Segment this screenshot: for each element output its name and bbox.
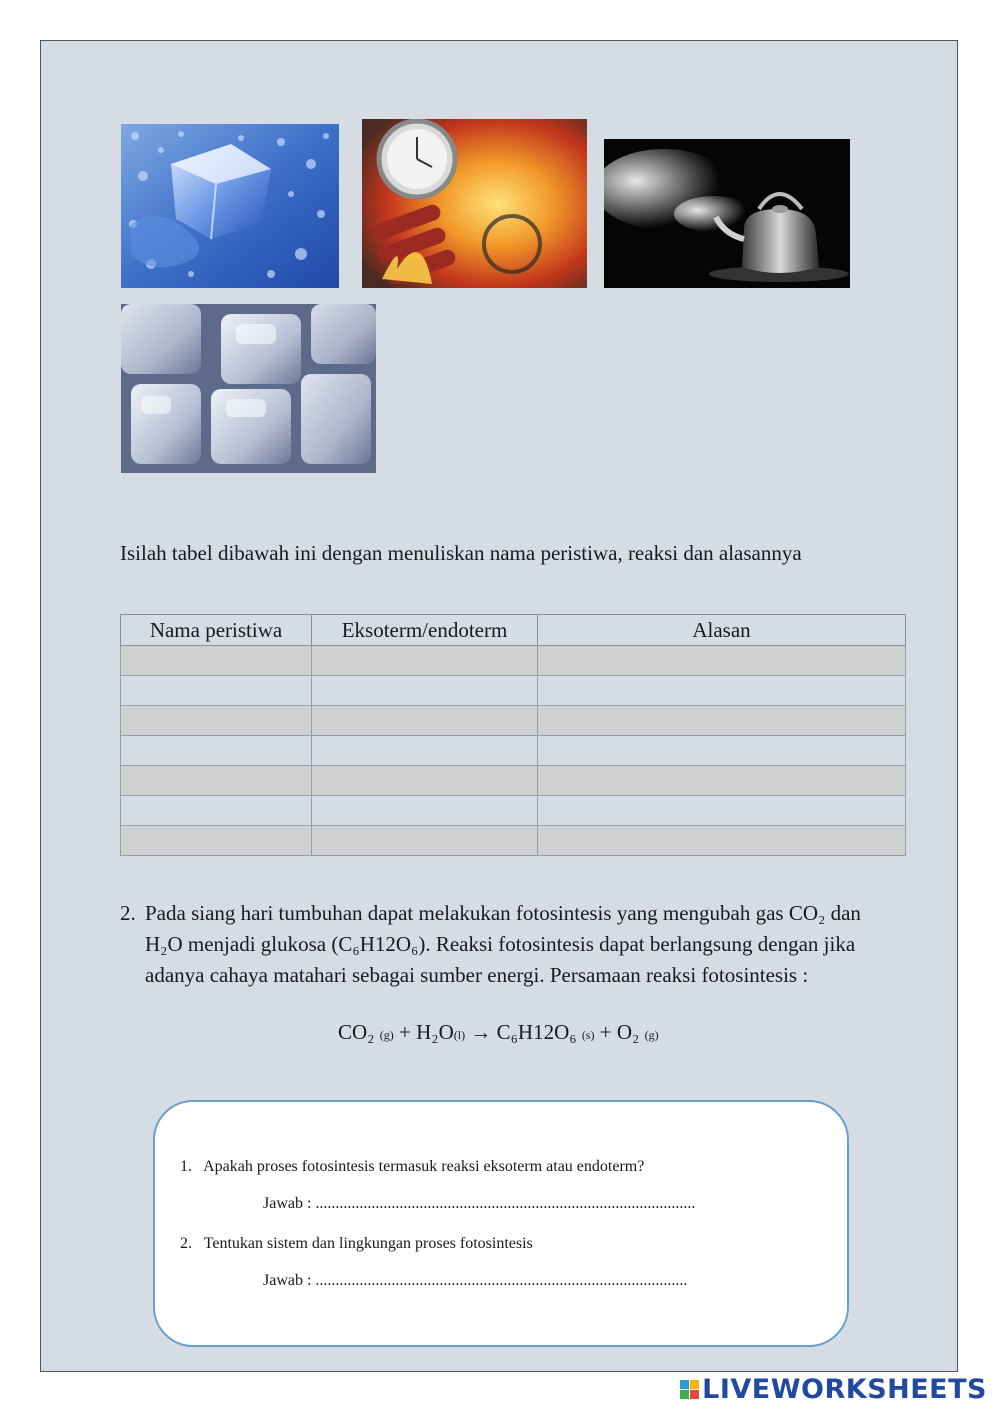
box-question-1 — [180, 1158, 644, 1176]
table-row — [121, 706, 906, 736]
box-question-1-number: 1. — [180, 1158, 192, 1175]
eq-co2: CO₂ — [338, 1020, 375, 1044]
cell-input[interactable] — [312, 826, 538, 856]
cell-input[interactable] — [312, 766, 538, 796]
eq-plus: + — [399, 1020, 411, 1044]
eq-arrow: → — [470, 1020, 492, 1044]
cell-input[interactable] — [121, 766, 312, 796]
answer-box — [153, 1100, 849, 1347]
table-row — [121, 766, 906, 796]
header-eksoterm-endoterm: Eksoterm/endoterm — [312, 615, 538, 646]
box-question-1-text: Apakah proses fotosintesis termasuk reaksi eksoterm atau endoterm? — [203, 1158, 645, 1175]
table-row — [121, 646, 906, 676]
eq-o2-state: (g) — [644, 1028, 659, 1042]
box-question-2 — [180, 1235, 533, 1253]
box-question-2-number: 2. — [180, 1235, 192, 1252]
cell-input[interactable] — [538, 766, 906, 796]
eq-o2: O₂ — [616, 1020, 640, 1044]
cell-input[interactable] — [121, 796, 312, 826]
cell-input[interactable] — [312, 646, 538, 676]
table-header-row — [121, 615, 906, 646]
cell-input[interactable] — [312, 736, 538, 766]
table-row — [121, 736, 906, 766]
eq-co2-state: (g) — [379, 1028, 394, 1042]
answer-2-field[interactable]: Jawab : ............................................................................................. — [263, 1272, 688, 1289]
eq-glucose: C₆H12O₆ — [496, 1020, 577, 1044]
photosynthesis-equation — [338, 1020, 659, 1045]
ice-cubes-image — [121, 304, 376, 473]
table-row — [121, 796, 906, 826]
table-row — [121, 676, 906, 706]
liveworksheets-tiles-icon — [680, 1380, 699, 1399]
cell-input[interactable] — [121, 826, 312, 856]
question-2-text: Pada siang hari tumbuhan dapat melakukan fotosintesis yang mengubah gas CO₂ dan H₂O menjadi glukosa (C₆H12O₆). Reaksi fotosintesis dapat berlangsung dengan jika adanya cahaya matahari sebagai sumber energi. Persamaan reaksi fotosintesis : — [145, 901, 861, 987]
eq-h2o-state: (l) — [453, 1028, 466, 1042]
header-alasan: Alasan — [538, 615, 906, 646]
cell-input[interactable] — [538, 826, 906, 856]
eq-plus: + — [599, 1020, 612, 1044]
question-2 — [120, 898, 880, 991]
cell-input[interactable] — [121, 646, 312, 676]
box-question-2-text: Tentukan sistem dan lingkungan proses fotosintesis — [203, 1235, 533, 1252]
liveworksheets-logo[interactable] — [680, 1373, 987, 1405]
answer-1-field[interactable]: Jawab : ............................................................................................... — [263, 1195, 696, 1212]
cell-input[interactable] — [312, 796, 538, 826]
header-nama-peristiwa: Nama peristiwa — [121, 615, 312, 646]
eq-h2o: H₂O — [416, 1020, 454, 1044]
cell-input[interactable] — [121, 676, 312, 706]
clock-fire-explosion-image — [362, 119, 587, 288]
cell-input[interactable] — [538, 796, 906, 826]
answer-table — [120, 614, 906, 856]
cell-input[interactable] — [312, 676, 538, 706]
steaming-kettle-image — [604, 139, 850, 288]
liveworksheets-text: LIVEWORKSHEETS — [702, 1373, 987, 1405]
cell-input[interactable] — [538, 706, 906, 736]
cell-input[interactable] — [538, 676, 906, 706]
ice-cube-water-droplets-image — [121, 124, 339, 288]
cell-input[interactable] — [121, 736, 312, 766]
cell-input[interactable] — [312, 706, 538, 736]
table-instruction: Isilah tabel dibawah ini dengan menuliskan nama peristiwa, reaksi dan alasannya — [120, 541, 802, 565]
cell-input[interactable] — [538, 736, 906, 766]
question-2-number: 2. — [120, 901, 136, 925]
cell-input[interactable] — [121, 706, 312, 736]
cell-input[interactable] — [538, 646, 906, 676]
table-row — [121, 826, 906, 856]
eq-glucose-state: (s) — [581, 1028, 595, 1042]
